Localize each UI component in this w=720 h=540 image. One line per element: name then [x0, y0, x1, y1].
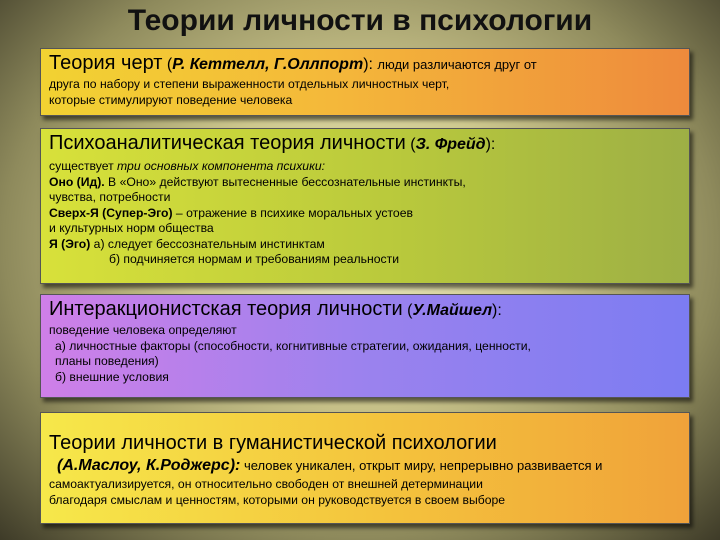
psychoanalytic-line-7: б) подчиняется нормам и требованиям реальности: [109, 252, 399, 266]
term-ego: Я (Эго): [49, 236, 91, 251]
term-id: Оно (Ид).: [49, 174, 105, 189]
humanistic-subline: [49, 455, 681, 477]
paren-open: (: [162, 56, 173, 73]
interactionist-line-3: планы поведения): [55, 354, 159, 368]
page-title: Теории личности в психологии: [127, 4, 593, 37]
psychoanalytic-line-1: [49, 159, 681, 175]
interactionist-authors: У.Майшел: [412, 302, 493, 319]
psychoanalytic-heading: [49, 131, 681, 157]
psychoanalytic-theory-box: [40, 128, 690, 284]
interactionist-theory-box: [40, 294, 690, 398]
paren-open: (: [405, 136, 416, 153]
psychoanalytic-line-5: и культурных норм общества: [49, 221, 214, 235]
trait-theory-line-2: которые стимулируют поведение человека: [49, 92, 293, 107]
text-run: а) следует бессознательным инстинктам: [90, 236, 325, 251]
text-run: В «Оно» действуют вытесненные бессознательные инстинкты,: [104, 174, 466, 189]
trait-theory-intro: люди различаются друг от: [377, 57, 537, 72]
text-run: существует: [49, 159, 118, 173]
trait-theory-line-1: друга по набору и степени выраженности отдельных личностных черт,: [49, 77, 450, 91]
trait-theory-authors: Р. Кеттелл, Г.Оллпорт: [172, 56, 364, 73]
interactionist-line-2: а) личностные факторы (способности, когнитивные стратегии, ожидания, ценности,: [55, 338, 531, 353]
psychoanalytic-line-4: [49, 206, 681, 222]
psychoanalytic-line-6: [49, 237, 681, 253]
trait-theory-heading: [49, 51, 681, 77]
interactionist-line-4: б) внешние условия: [55, 369, 169, 384]
humanistic-line-2: благодаря смыслам и ценностям, которыми он руководствуется в своем выборе: [49, 492, 506, 507]
psychoanalytic-authors: З. Фрейд: [415, 136, 486, 153]
interactionist-heading: [49, 297, 681, 323]
paren-close: ):: [485, 136, 496, 153]
psychoanalytic-name: Психоаналитическая теория личности: [49, 132, 406, 154]
humanistic-theory-box: [40, 412, 690, 524]
trait-theory-name: Теория черт: [49, 52, 163, 74]
humanistic-authors: (А.Маслоу, К.Роджерс):: [57, 457, 241, 474]
text-run-italic: три основных компонента психики:: [117, 159, 325, 173]
interactionist-name: Интеракционистская теория личности: [49, 298, 403, 320]
psychoanalytic-line-3: чувства, потребности: [49, 190, 171, 204]
interactionist-line-1: поведение человека определяют: [49, 323, 237, 337]
text-run: – отражение в психике моральных устоев: [172, 205, 413, 220]
paren-open: (: [402, 302, 413, 319]
paren-close: ):: [363, 56, 378, 73]
paren-close: ):: [492, 302, 502, 319]
humanistic-heading: Теории личности в гуманистической психологии: [49, 432, 497, 454]
term-superego: Сверх-Я (Супер-Эго): [49, 205, 173, 220]
humanistic-line-1: самоактуализируется, он относительно свободен от внешней детерминации: [49, 477, 483, 491]
humanistic-intro: человек уникален, открыт миру, непрерывно развивается и: [240, 458, 603, 473]
trait-theory-box: [40, 48, 690, 116]
psychoanalytic-line-2: [49, 175, 681, 191]
